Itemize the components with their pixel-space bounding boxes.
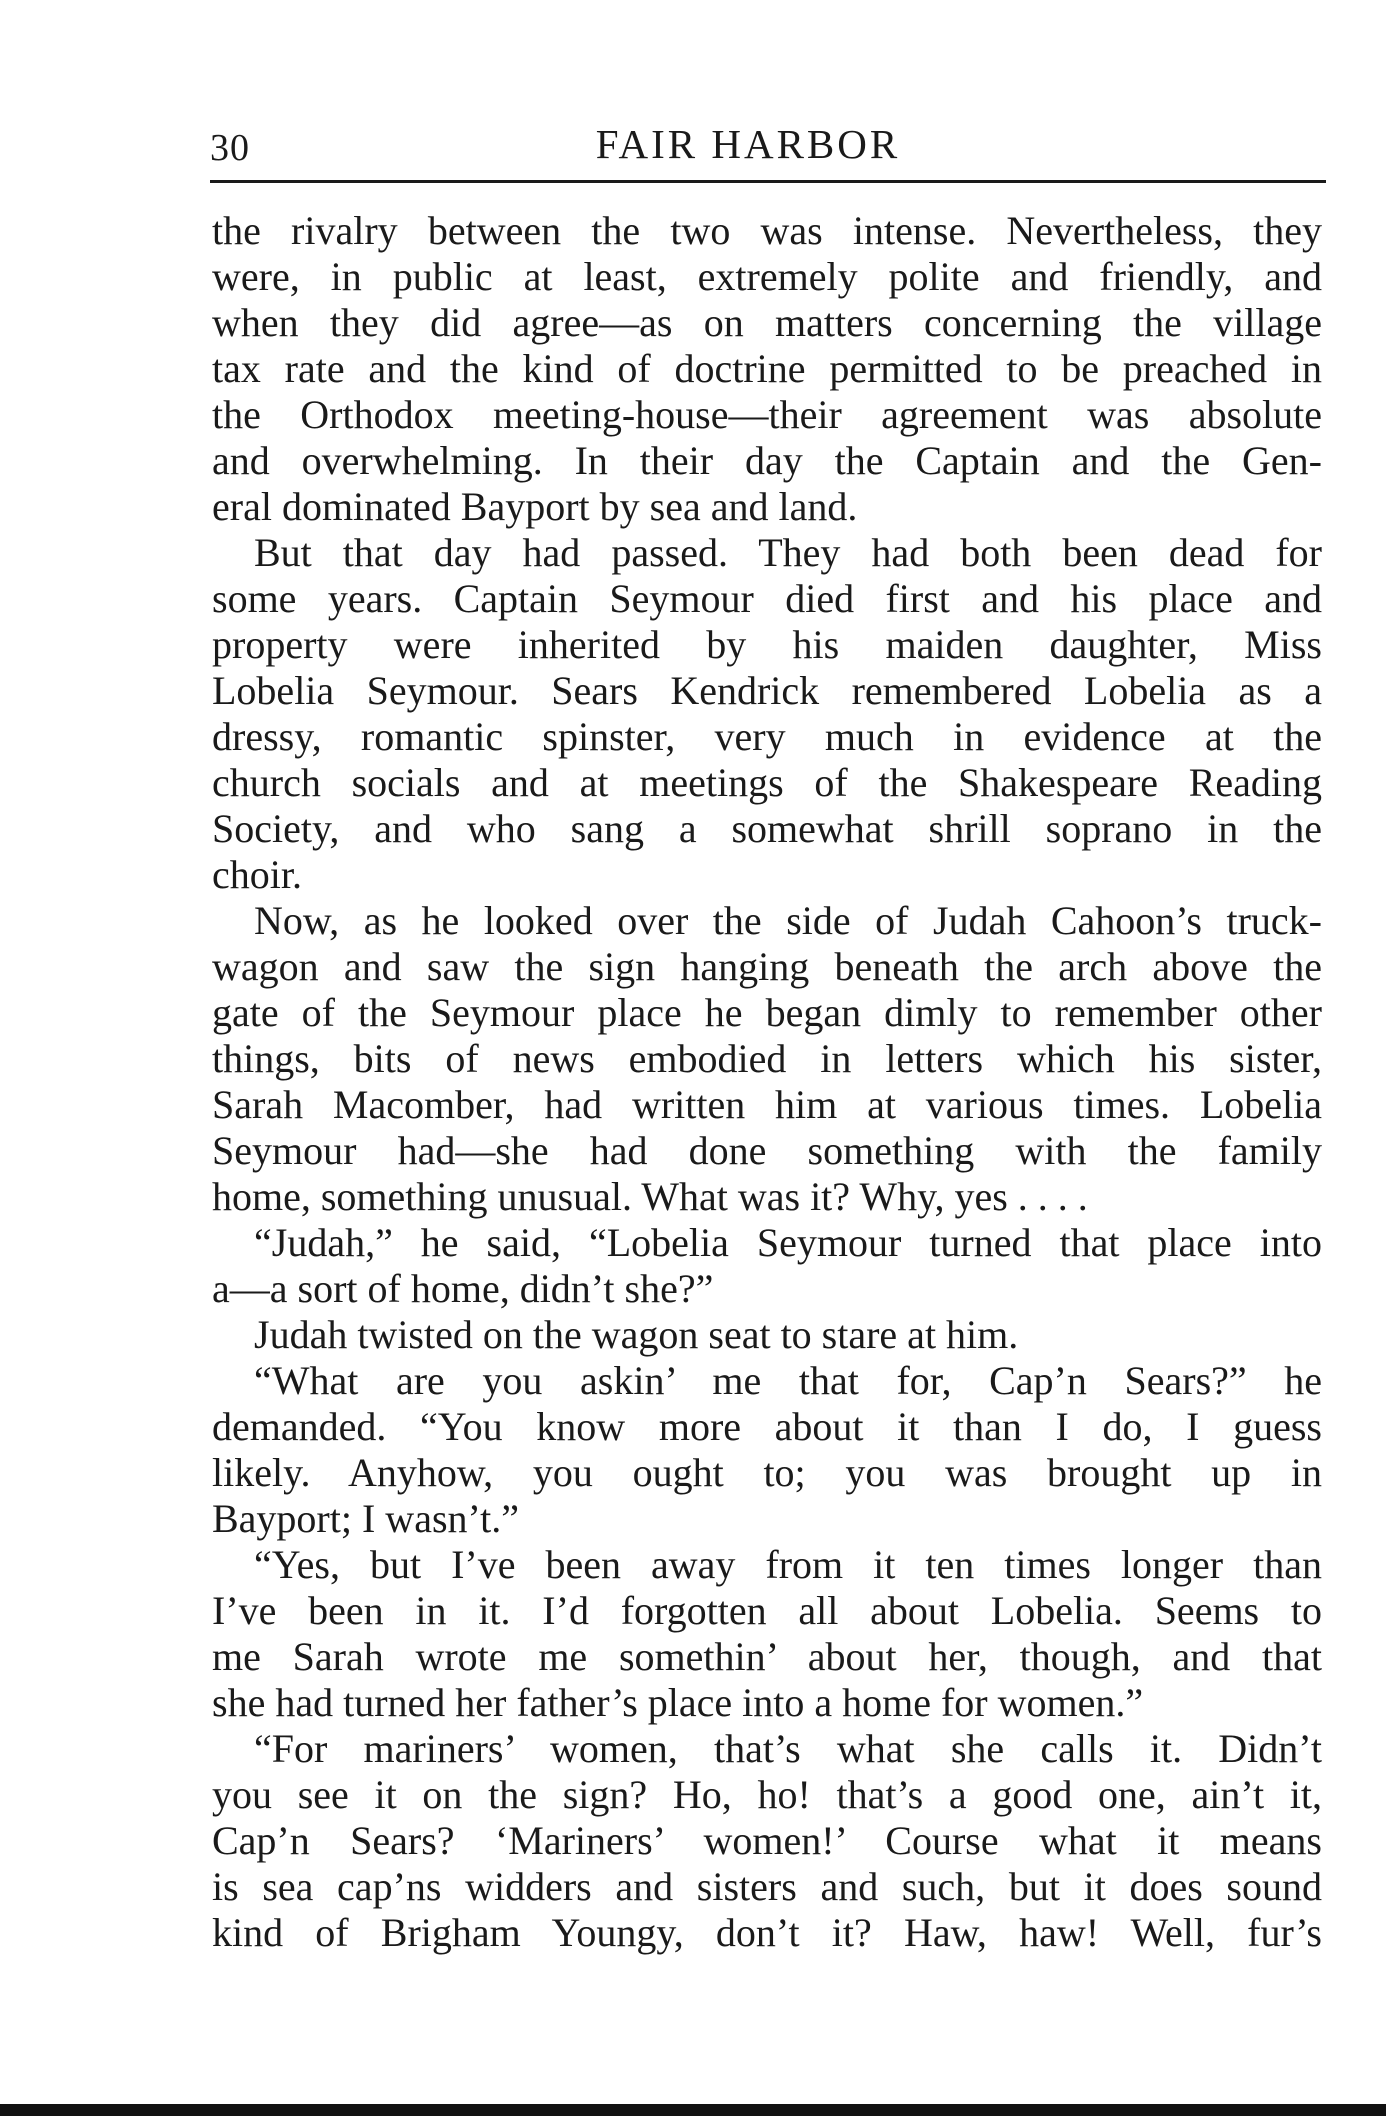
text-line: Society, and who sang a somewhat shrill soprano in the: [212, 806, 1322, 851]
text-line: a—a sort of home, didn’t she?”: [212, 1266, 714, 1311]
text-line: “Yes, but I’ve been away from it ten times longer than: [254, 1542, 1322, 1587]
page-header: [210, 118, 1326, 183]
text-line: me Sarah wrote me somethin’ about her, though, and that: [212, 1634, 1322, 1679]
text-line: “Judah,” he said, “Lobelia Seymour turned that place into: [254, 1220, 1322, 1265]
body-text: [212, 208, 1322, 1956]
text-line: kind of Brigham Youngy, don’t it? Haw, haw! Well, fur’s: [212, 1910, 1322, 1955]
text-line: when they did agree—as on matters concerning the village: [212, 300, 1322, 345]
text-line: “For mariners’ women, that’s what she calls it. Didn’t: [254, 1726, 1322, 1771]
text-line: Lobelia Seymour. Sears Kendrick remembered Lobelia as a: [212, 668, 1322, 713]
text-line: But that day had passed. They had both been dead for: [254, 530, 1322, 575]
text-line: Cap’n Sears? ‘Mariners’ women!’ Course what it means: [212, 1818, 1322, 1863]
text-line: gate of the Seymour place he began dimly to remember other: [212, 990, 1322, 1035]
paragraph: [212, 1542, 1322, 1726]
paragraph: [212, 898, 1322, 1220]
paragraph: [212, 1358, 1322, 1542]
paragraph: [212, 1726, 1322, 1956]
page-number: 30: [210, 127, 250, 169]
text-line: the Orthodox meeting-house—their agreement was absolute: [212, 392, 1322, 437]
text-line: demanded. “You know more about it than I do, I guess: [212, 1404, 1322, 1449]
text-line: home, something unusual. What was it? Why, yes . . . .: [212, 1174, 1088, 1219]
text-line: dressy, romantic spinster, very much in evidence at the: [212, 714, 1322, 759]
paragraph: [212, 1220, 1322, 1312]
text-line: choir.: [212, 852, 302, 897]
text-line: eral dominated Bayport by sea and land.: [212, 484, 858, 529]
text-line: Sarah Macomber, had written him at various times. Lobelia: [212, 1082, 1322, 1127]
text-line: the rivalry between the two was intense. Nevertheless, they: [212, 208, 1322, 253]
text-line: Bayport; I wasn’t.”: [212, 1496, 519, 1541]
text-line: you see it on the sign? Ho, ho! that’s a good one, ain’t it,: [212, 1772, 1322, 1817]
text-line: things, bits of news embodied in letters which his sister,: [212, 1036, 1322, 1081]
text-line: Judah twisted on the wagon seat to stare at him.: [254, 1312, 1019, 1357]
text-line: is sea cap’ns widders and sisters and such, but it does sound: [212, 1864, 1322, 1909]
paragraph: [212, 530, 1322, 898]
text-line: church socials and at meetings of the Shakespeare Reading: [212, 760, 1322, 805]
running-title: FAIR HARBOR: [595, 121, 901, 167]
text-line: property were inherited by his maiden daughter, Miss: [212, 622, 1322, 667]
text-line: tax rate and the kind of doctrine permitted to be preached in: [212, 346, 1322, 391]
text-line: likely. Anyhow, you ought to; you was brought up in: [212, 1450, 1322, 1495]
text-line: Now, as he looked over the side of Judah Cahoon’s truck-: [254, 898, 1322, 943]
bottom-edge-bar: [0, 2104, 1386, 2116]
text-line: and overwhelming. In their day the Captain and the Gen-: [212, 438, 1322, 483]
text-line: wagon and saw the sign hanging beneath the arch above the: [212, 944, 1322, 989]
paragraph: [212, 1312, 1322, 1358]
text-line: some years. Captain Seymour died first and his place and: [212, 576, 1322, 621]
text-line: she had turned her father’s place into a home for women.”: [212, 1680, 1144, 1725]
text-line: were, in public at least, extremely polite and friendly, and: [212, 254, 1322, 299]
text-line: Seymour had—she had done something with the family: [212, 1128, 1322, 1173]
paragraph: [212, 208, 1322, 530]
text-line: “What are you askin’ me that for, Cap’n Sears?” he: [254, 1358, 1322, 1403]
text-line: I’ve been in it. I’d forgotten all about Lobelia. Seems to: [212, 1588, 1322, 1633]
